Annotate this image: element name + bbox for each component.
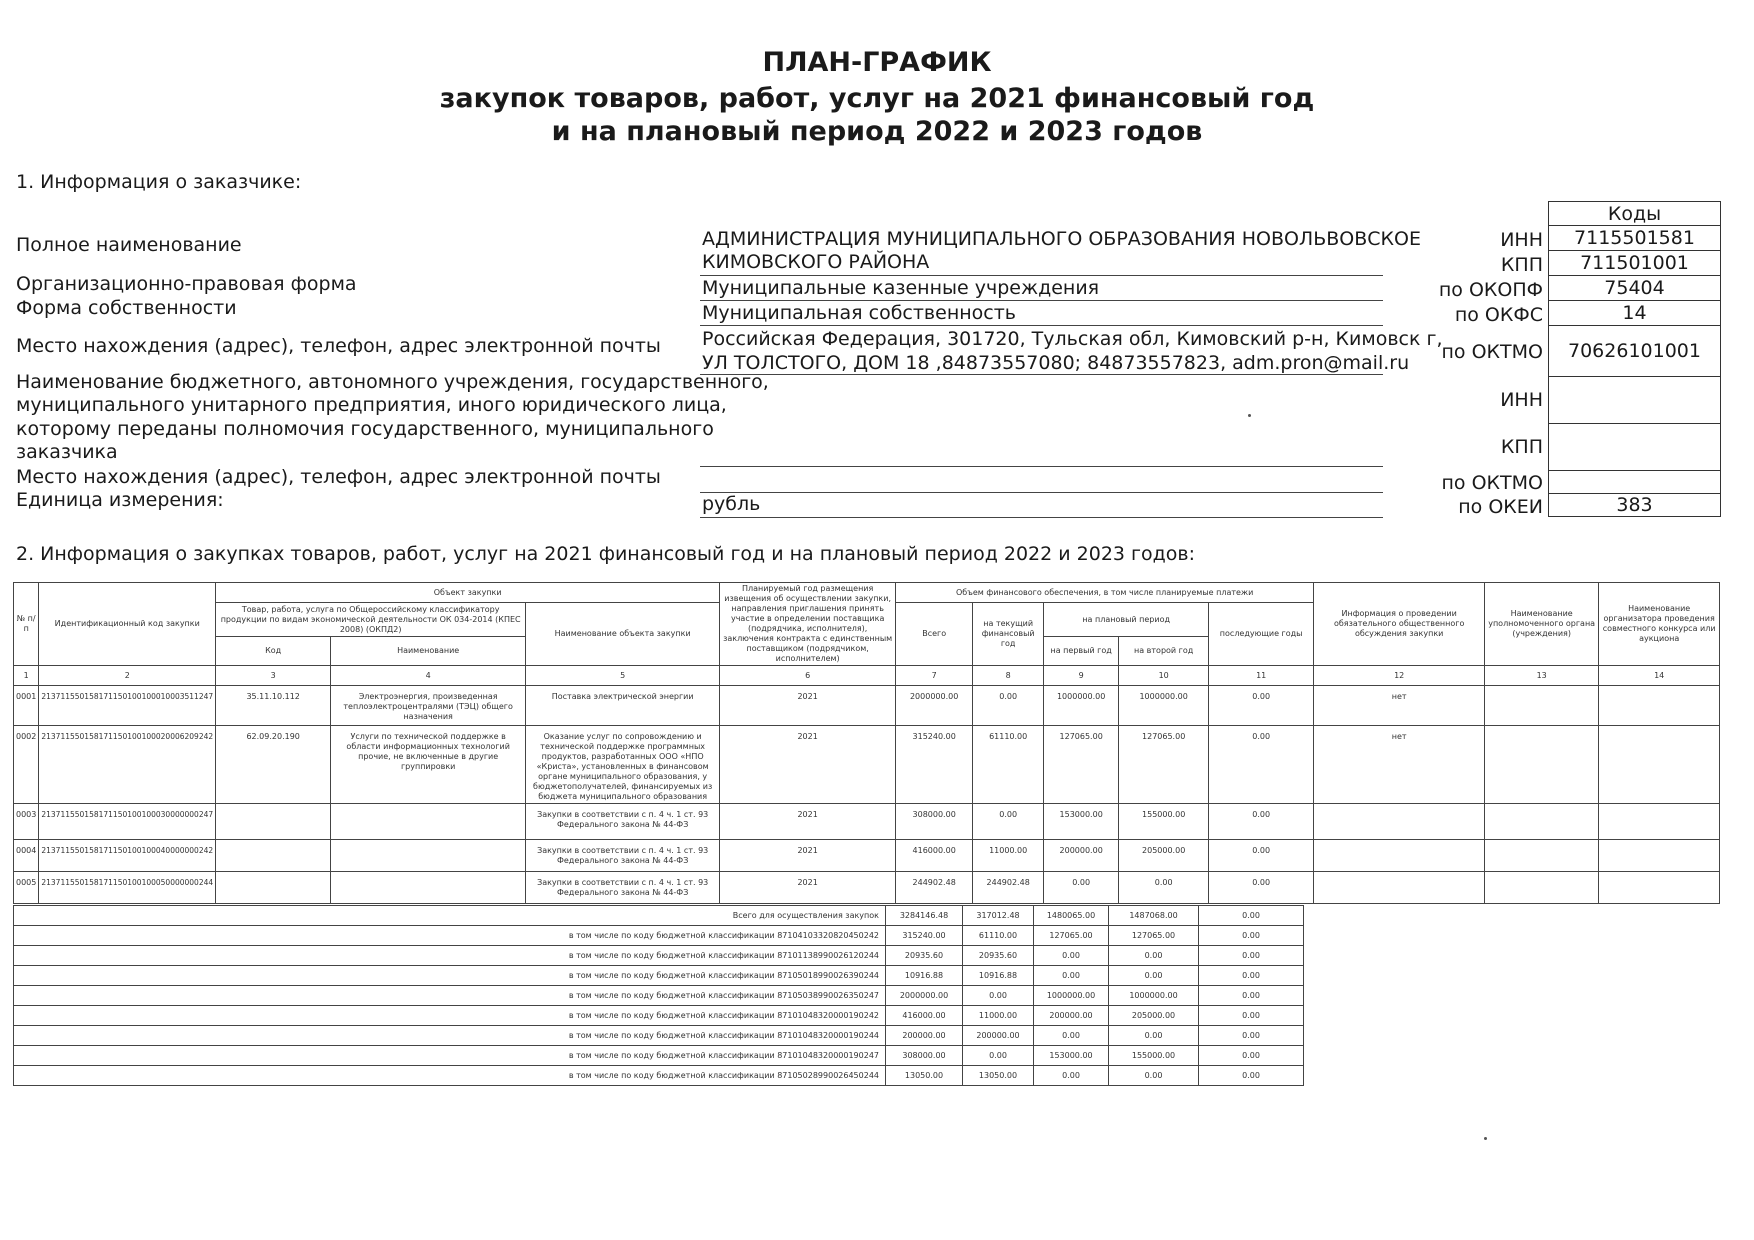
code-label-inn-2: ИНН: [1500, 389, 1543, 411]
cell-current: 61110.00: [973, 726, 1044, 804]
code-value-inn: 7115501581: [1549, 226, 1721, 251]
colnum: 7: [896, 666, 973, 686]
totals-label: в том числе по коду бюджетной классификации 87101138990026120244: [14, 946, 886, 966]
totals-second: 155000.00: [1109, 1046, 1199, 1066]
code-value-inn-2: [1549, 377, 1721, 424]
cell-code: [216, 840, 331, 872]
code-label-okopf: по ОКОПФ: [1438, 279, 1543, 301]
cell-num: 0005: [14, 872, 39, 904]
header-object-name: Наименование объекта закупки: [526, 603, 720, 666]
code-value-oktmo: 70626101001: [1549, 326, 1721, 377]
label-budget-org-4: заказчика: [16, 441, 118, 463]
table-row: [14, 872, 1720, 904]
cell-first: 200000.00: [1044, 840, 1119, 872]
value-unit: рубль: [702, 493, 761, 515]
cell-organizer: [1599, 840, 1720, 872]
code-label-oktmo: по ОКТМО: [1441, 341, 1543, 363]
section-1-heading: 1. Информация о заказчике:: [16, 171, 302, 193]
column-numbers-row: [14, 666, 1720, 686]
header-finance: Объем финансового обеспечения, в том числе планируемые платежи: [896, 583, 1314, 603]
cell-name: Электроэнергия, произведенная теплоэлектроцентралями (ТЭЦ) общего назначения: [331, 686, 526, 726]
cell-year: 2021: [720, 686, 896, 726]
cell-code: 35.11.10.112: [216, 686, 331, 726]
totals-first: 0.00: [1034, 946, 1109, 966]
totals-first: 0.00: [1034, 1066, 1109, 1086]
codes-table: [1548, 201, 1721, 517]
totals-second: 0.00: [1109, 1066, 1199, 1086]
totals-row: [14, 1026, 1304, 1046]
cell-total: 308000.00: [896, 804, 973, 840]
colnum: 9: [1044, 666, 1119, 686]
underline: [700, 374, 1383, 375]
cell-num: 0001: [14, 686, 39, 726]
code-value-okopf: 75404: [1549, 276, 1721, 301]
cell-current: 0.00: [973, 804, 1044, 840]
totals-total: 13050.00: [886, 1066, 963, 1086]
cell-current: 0.00: [973, 686, 1044, 726]
totals-second: 0.00: [1109, 966, 1199, 986]
section-2-heading: 2. Информация о закупках товаров, работ, услуг на 2021 финансовый год и на плановый период 2022 и 2023 годов:: [16, 543, 1196, 565]
cell-second: 127065.00: [1119, 726, 1209, 804]
totals-total: 10916.88: [886, 966, 963, 986]
cell-object: Оказание услуг по сопровождению и технической поддержке программных продуктов, разработанных ООО «НПО «Криста», установленных в финансовом органе муниципального образования, у бюджетополучателей, финансируемых из бюджета муниципального образования: [526, 726, 720, 804]
totals-first: 153000.00: [1034, 1046, 1109, 1066]
code-label-kpp-2: КПП: [1500, 436, 1543, 458]
cell-num: 0004: [14, 840, 39, 872]
cell-name: [331, 840, 526, 872]
totals-current: 61110.00: [963, 926, 1034, 946]
totals-total: 315240.00: [886, 926, 963, 946]
label-budget-org-1: Наименование бюджетного, автономного учреждения, государственного,: [16, 371, 769, 393]
cell-ikz: 213711550158171150100100020006209242: [39, 726, 216, 804]
totals-second: 0.00: [1109, 946, 1199, 966]
totals-label: в том числе по коду бюджетной классификации 87105018990026390244: [14, 966, 886, 986]
cell-second: 1000000.00: [1119, 686, 1209, 726]
totals-row: [14, 1006, 1304, 1026]
scan-speck: [1484, 1137, 1487, 1140]
code-value-kpp-2: [1549, 424, 1721, 471]
colnum: 4: [331, 666, 526, 686]
cell-discussion: [1314, 804, 1485, 840]
totals-first: 127065.00: [1034, 926, 1109, 946]
label-full-name: Полное наименование: [16, 234, 242, 256]
totals-current: 11000.00: [963, 1006, 1034, 1026]
cell-authority: [1485, 804, 1599, 840]
colnum: 1: [14, 666, 39, 686]
totals-later: 0.00: [1199, 1006, 1304, 1026]
totals-later: 0.00: [1199, 1046, 1304, 1066]
cell-ikz: 213711550158171150100100050000000244: [39, 872, 216, 904]
code-value-kpp: 711501001: [1549, 251, 1721, 276]
totals-label: в том числе по коду бюджетной классификации 87101048320000190242: [14, 1006, 886, 1026]
totals-row: [14, 1066, 1304, 1086]
totals-current: 200000.00: [963, 1026, 1034, 1046]
totals-second: 0.00: [1109, 1026, 1199, 1046]
header-code: Код: [216, 637, 331, 666]
totals-label: Всего для осуществления закупок: [14, 906, 886, 926]
code-label-okei: по ОКЕИ: [1458, 496, 1543, 518]
cell-second: 0.00: [1119, 872, 1209, 904]
table-row: [14, 726, 1720, 804]
header-total: Всего: [896, 603, 973, 666]
label-unit: Единица измерения:: [16, 489, 224, 511]
cell-name: [331, 804, 526, 840]
underline: [700, 492, 1383, 493]
totals-later: 0.00: [1199, 906, 1304, 926]
cell-year: 2021: [720, 726, 896, 804]
cell-second: 155000.00: [1119, 804, 1209, 840]
totals-first: 0.00: [1034, 966, 1109, 986]
totals-first: 1000000.00: [1034, 986, 1109, 1006]
document-subtitle-line-2: и на плановый период 2022 и 2023 годов: [551, 116, 1203, 147]
cell-object: Поставка электрической энергии: [526, 686, 720, 726]
totals-later: 0.00: [1199, 946, 1304, 966]
totals-current: 0.00: [963, 986, 1034, 1006]
totals-row: [14, 966, 1304, 986]
cell-name: [331, 872, 526, 904]
label-org-form: Организационно-правовая форма: [16, 273, 357, 295]
header-ikz: Идентификационный код закупки: [39, 583, 216, 666]
totals-current: 317012.48: [963, 906, 1034, 926]
value-full-name-1: АДМИНИСТРАЦИЯ МУНИЦИПАЛЬНОГО ОБРАЗОВАНИЯ НОВОЛЬВОВСКОЕ: [702, 228, 1421, 250]
label-budget-org-3: которому переданы полномочия государственного, муниципального: [16, 418, 714, 440]
label-budget-org-2: муниципального унитарного предприятия, иного юридического лица,: [16, 394, 727, 416]
cell-later: 0.00: [1209, 840, 1314, 872]
cell-year: 2021: [720, 804, 896, 840]
value-ownership: Муниципальная собственность: [702, 302, 1017, 324]
cell-authority: [1485, 686, 1599, 726]
cell-code: [216, 872, 331, 904]
totals-total: 200000.00: [886, 1026, 963, 1046]
totals-first: 0.00: [1034, 1026, 1109, 1046]
cell-second: 205000.00: [1119, 840, 1209, 872]
totals-current: 0.00: [963, 1046, 1034, 1066]
cell-code: [216, 804, 331, 840]
totals-second: 127065.00: [1109, 926, 1199, 946]
value-org-form: Муниципальные казенные учреждения: [702, 277, 1100, 299]
value-address-2: УЛ ТОЛСТОГО, ДОМ 18 ,84873557080; 84873557823, adm.pron@mail.ru: [702, 352, 1410, 374]
colnum: 13: [1485, 666, 1599, 686]
colnum: 2: [39, 666, 216, 686]
cell-organizer: [1599, 686, 1720, 726]
header-name: Наименование: [331, 637, 526, 666]
colnum: 8: [973, 666, 1044, 686]
totals-row: [14, 926, 1304, 946]
cell-discussion: нет: [1314, 726, 1485, 804]
cell-organizer: [1599, 804, 1720, 840]
underline: [700, 517, 1383, 518]
code-value-oktmo-2: [1549, 471, 1721, 494]
table-row: [14, 804, 1720, 840]
totals-second: 205000.00: [1109, 1006, 1199, 1026]
cell-ikz: 213711550158171150100100040000000242: [39, 840, 216, 872]
cell-discussion: [1314, 872, 1485, 904]
cell-first: 153000.00: [1044, 804, 1119, 840]
totals-current: 13050.00: [963, 1066, 1034, 1086]
cell-code: 62.09.20.190: [216, 726, 331, 804]
cell-ikz: 213711550158171150100100010003511247: [39, 686, 216, 726]
code-value-okfs: 14: [1549, 301, 1721, 326]
cell-authority: [1485, 840, 1599, 872]
cell-later: 0.00: [1209, 726, 1314, 804]
totals-label: в том числе по коду бюджетной классификации 87101048320000190247: [14, 1046, 886, 1066]
colnum: 3: [216, 666, 331, 686]
header-num: № п/п: [14, 583, 39, 666]
totals-later: 0.00: [1199, 986, 1304, 1006]
cell-later: 0.00: [1209, 804, 1314, 840]
code-value-okei: 383: [1549, 494, 1721, 517]
table-row: [14, 686, 1720, 726]
cell-name: Услуги по технической поддержке в области информационных технологий прочие, не включенные в другие группировки: [331, 726, 526, 804]
totals-label: в том числе по коду бюджетной классификации 87101048320000190244: [14, 1026, 886, 1046]
cell-num: 0002: [14, 726, 39, 804]
totals-label: в том числе по коду бюджетной классификации 87104103320820450242: [14, 926, 886, 946]
cell-current: 11000.00: [973, 840, 1044, 872]
cell-discussion: [1314, 840, 1485, 872]
totals-total: 416000.00: [886, 1006, 963, 1026]
totals-first: 1480065.00: [1034, 906, 1109, 926]
header-second: на второй год: [1119, 637, 1209, 666]
cell-first: 1000000.00: [1044, 686, 1119, 726]
header-object: Объект закупки: [216, 583, 720, 603]
scan-speck: [1248, 414, 1251, 417]
underline: [700, 275, 1383, 276]
label-location-2: Место нахождения (адрес), телефон, адрес электронной почты: [16, 466, 661, 488]
cell-authority: [1485, 726, 1599, 804]
label-ownership: Форма собственности: [16, 297, 237, 319]
totals-later: 0.00: [1199, 1066, 1304, 1086]
totals-later: 0.00: [1199, 966, 1304, 986]
purchases-table: [13, 582, 1720, 904]
totals-row: [14, 1046, 1304, 1066]
cell-num: 0003: [14, 804, 39, 840]
totals-row: [14, 906, 1304, 926]
label-location: Место нахождения (адрес), телефон, адрес электронной почты: [16, 335, 661, 357]
code-label-kpp: КПП: [1500, 254, 1543, 276]
cell-later: 0.00: [1209, 872, 1314, 904]
cell-object: Закупки в соответствии с п. 4 ч. 1 ст. 93 Федерального закона № 44-ФЗ: [526, 840, 720, 872]
totals-current: 10916.88: [963, 966, 1034, 986]
cell-discussion: нет: [1314, 686, 1485, 726]
code-label-okfs: по ОКФС: [1454, 304, 1543, 326]
totals-total: 20935.60: [886, 946, 963, 966]
totals-second: 1000000.00: [1109, 986, 1199, 1006]
value-address-1: Российская Федерация, 301720, Тульская обл, Кимовский р-н, Кимовск г,: [702, 328, 1443, 350]
totals-later: 0.00: [1199, 926, 1304, 946]
totals-first: 200000.00: [1034, 1006, 1109, 1026]
totals-later: 0.00: [1199, 1026, 1304, 1046]
header-planned: на плановый период: [1044, 603, 1209, 637]
cell-ikz: 213711550158171150100100030000000247: [39, 804, 216, 840]
colnum: 10: [1119, 666, 1209, 686]
header-later: последующие годы: [1209, 603, 1314, 666]
document-title: ПЛАН-ГРАФИК: [762, 47, 992, 78]
header-current: на текущий финансовый год: [973, 603, 1044, 666]
totals-row: [14, 946, 1304, 966]
colnum: 12: [1314, 666, 1485, 686]
cell-organizer: [1599, 872, 1720, 904]
cell-total: 244902.48: [896, 872, 973, 904]
totals-current: 20935.60: [963, 946, 1034, 966]
totals-label: в том числе по коду бюджетной классификации 87105028990026450244: [14, 1066, 886, 1086]
value-full-name-2: КИМОВСКОГО РАЙОНА: [702, 251, 930, 273]
totals-label: в том числе по коду бюджетной классификации 87105038990026350247: [14, 986, 886, 1006]
underline: [700, 300, 1383, 301]
colnum: 5: [526, 666, 720, 686]
totals-second: 1487068.00: [1109, 906, 1199, 926]
totals-row: [14, 986, 1304, 1006]
document-subtitle-line-1: закупок товаров, работ, услуг на 2021 финансовый год: [439, 83, 1315, 114]
totals-total: 3284146.48: [886, 906, 963, 926]
cell-object: Закупки в соответствии с п. 4 ч. 1 ст. 93 Федерального закона № 44-ФЗ: [526, 804, 720, 840]
totals-total: 308000.00: [886, 1046, 963, 1066]
cell-first: 0.00: [1044, 872, 1119, 904]
totals-total: 2000000.00: [886, 986, 963, 1006]
colnum: 14: [1599, 666, 1720, 686]
header-authority: Наименование уполномоченного органа (учреждения): [1485, 583, 1599, 666]
underline: [700, 325, 1383, 326]
cell-later: 0.00: [1209, 686, 1314, 726]
cell-total: 416000.00: [896, 840, 973, 872]
codes-header: Коды: [1549, 202, 1721, 226]
cell-object: Закупки в соответствии с п. 4 ч. 1 ст. 93 Федерального закона № 44-ФЗ: [526, 872, 720, 904]
table-row: [14, 840, 1720, 872]
header-year: Планируемый год размещения извещения об осуществлении закупки, направления приглашения принять участие в определении поставщика (подрядчика, исполнителя), заключения контракта с единственным поставщиком (подрядчиком, исполнителем): [720, 583, 896, 666]
colnum: 11: [1209, 666, 1314, 686]
cell-current: 244902.48: [973, 872, 1044, 904]
code-label-oktmo-2: по ОКТМО: [1441, 472, 1543, 494]
cell-total: 2000000.00: [896, 686, 973, 726]
cell-first: 127065.00: [1044, 726, 1119, 804]
header-first: на первый год: [1044, 637, 1119, 666]
cell-year: 2021: [720, 872, 896, 904]
header-okpd: Товар, работа, услуга по Общероссийскому классификатору продукции по видам экономической деятельности ОК 034-2014 (КПЕС 2008) (ОКПД2): [216, 603, 526, 637]
underline: [700, 466, 1383, 467]
cell-year: 2021: [720, 840, 896, 872]
colnum: 6: [720, 666, 896, 686]
header-organizer: Наименование организатора проведения совместного конкурса или аукциона: [1599, 583, 1720, 666]
totals-table: [13, 905, 1304, 1086]
header-discussion: Информация о проведении обязательного общественного обсуждения закупки: [1314, 583, 1485, 666]
cell-authority: [1485, 872, 1599, 904]
cell-organizer: [1599, 726, 1720, 804]
cell-total: 315240.00: [896, 726, 973, 804]
code-label-inn: ИНН: [1500, 229, 1543, 251]
